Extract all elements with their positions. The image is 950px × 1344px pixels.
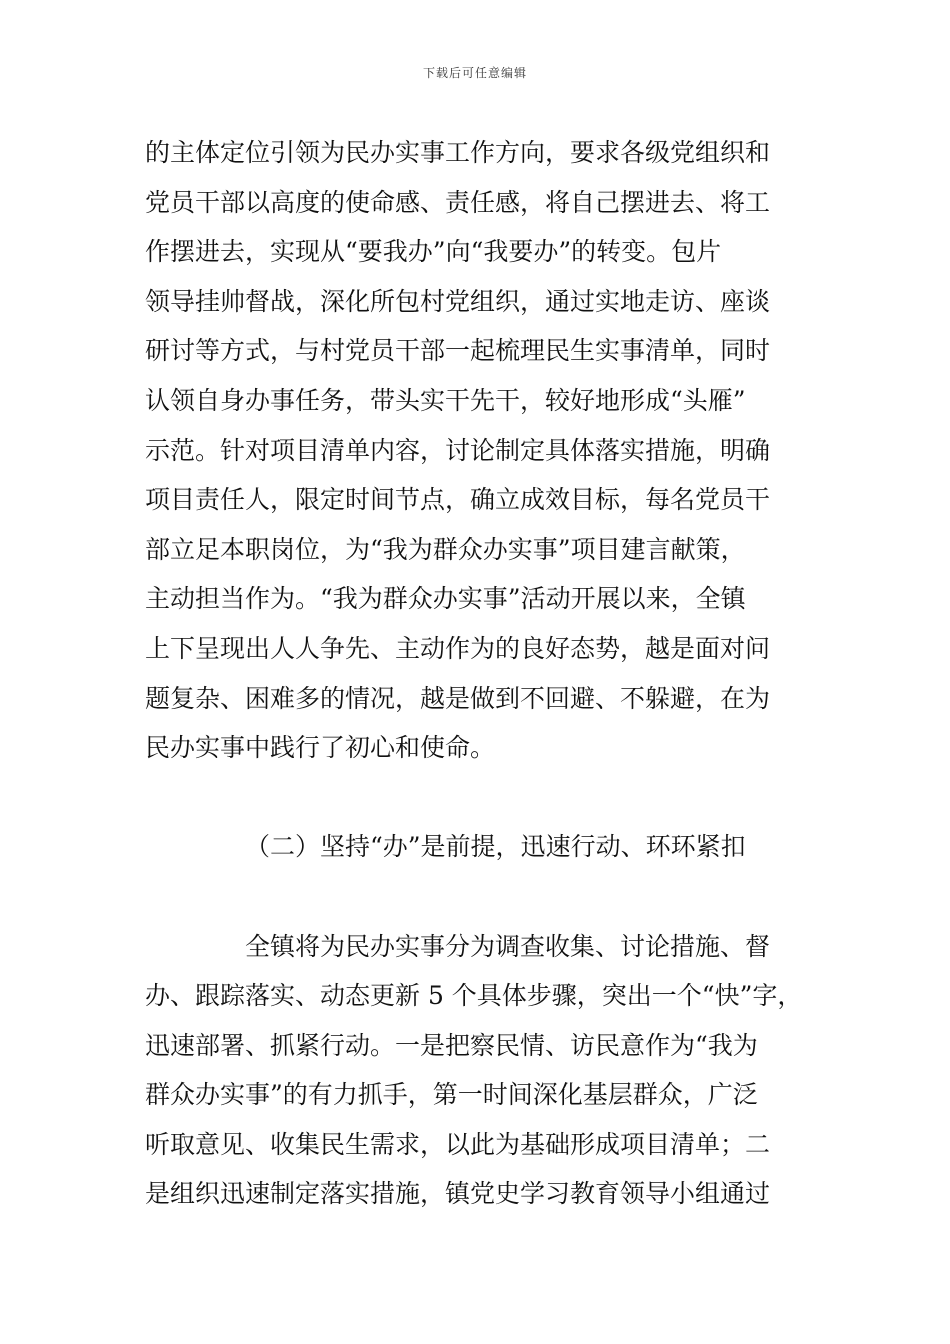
text-line: 项目责任人，限定时间节点，确立成效目标，每名党员干	[145, 485, 771, 515]
text-line: 的主体定位引领为民办实事工作方向，要求各级党组织和	[145, 138, 771, 167]
text-line: 听取意见、收集民生需求，以此为基础形成项目清单；二	[145, 1129, 771, 1159]
text-line: 题复杂、困难多的情况，越是做到不回避、不躲避，在为	[145, 683, 771, 713]
section-heading: （二）坚持“办”是前提，迅速行动、环环紧扣	[245, 832, 746, 862]
text-line: 示范。针对项目清单内容，讨论制定具体落实措施，明确	[145, 435, 771, 465]
text-line: 研讨等方式，与村党员干部一起梳理民生实事清单，同时	[145, 336, 771, 366]
page-header: 下载后可任意编辑	[422, 66, 527, 80]
text-line: 是组织迅速制定落实措施，镇党史学习教育领导小组通过	[145, 1179, 771, 1209]
document-body	[145, 128, 810, 1219]
blank-line	[145, 872, 810, 922]
blank-line	[145, 773, 810, 823]
text-line: 作摆进去，实现从“要我办”向“我要办”的转变。包片	[145, 237, 722, 267]
text-line: 群众办实事”的有力抓手，第一时间深化基层群众，广泛	[145, 1080, 758, 1110]
text-line: 主动担当作为。“我为群众办实事”活动开展以来，全镇	[145, 584, 746, 614]
text-line: 上下呈现出人人争先、主动作为的良好态势，越是面对问	[145, 633, 771, 663]
text-line: 民办实事中践行了初心和使命。	[145, 733, 496, 763]
text-line: 全镇将为民办实事分为调查收集、讨论措施、督	[245, 931, 771, 961]
text-line: 办、跟踪落实、动态更新 5 个具体步骤，突出一个“快”字，	[145, 981, 803, 1011]
paragraph-2	[145, 922, 810, 1220]
text-line: 领导挂帅督战，深化所包村党组织，通过实地走访、座谈	[145, 286, 771, 316]
text-line: 认领自身办事任务，带头实干先干，较好地形成“头雁”	[145, 385, 746, 415]
text-line: 部立足本职岗位，为“我为群众办实事”项目建言献策，	[145, 534, 746, 564]
paragraph-1	[145, 128, 810, 773]
text-line: 迅速部署、抓紧行动。一是把察民情、访民意作为“我为	[145, 1030, 758, 1060]
text-line: 党员干部以高度的使命感、责任感，将自己摆进去、将工	[145, 187, 771, 217]
